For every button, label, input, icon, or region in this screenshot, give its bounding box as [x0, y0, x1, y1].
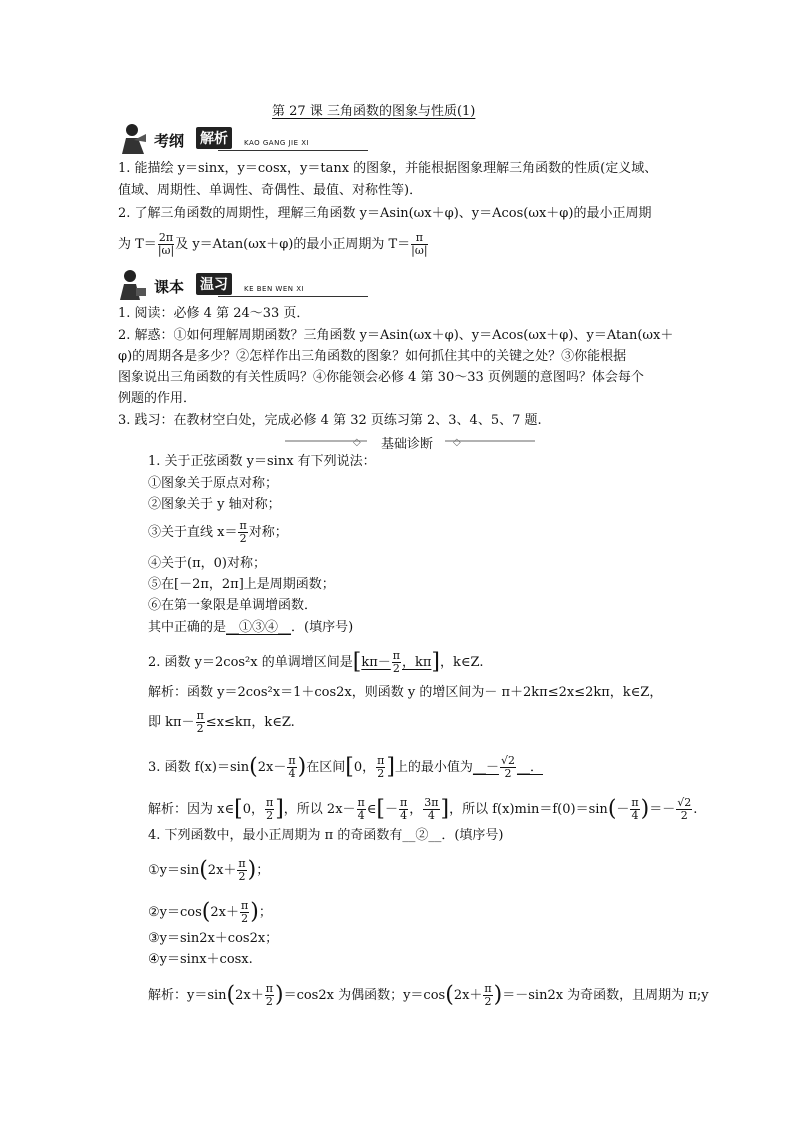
svg-text:◇: ◇: [453, 437, 461, 448]
q1-option-2: ②图象关于 y 轴对称；: [148, 497, 281, 512]
section-header-keben: [118, 268, 348, 302]
kb-line-4: 图象说出三角函数的有关性质吗？④你能领会必修 4 第 30～33 页例题的意图吗？体会每个: [118, 370, 644, 385]
kg-line-3: 2. 了解三角函数的周期性，理解三角函数 y＝Asin(ωx＋φ)、y＝Acos(ωx＋φ)的最小正周期: [118, 206, 652, 221]
page-title: 第 27 课 三角函数的图象与性质(1): [272, 104, 476, 119]
q3-stem: 3. 函数 f(x)＝sin(2x－ $\frac{\pi}{4}$ )在区间[0， $\frac{\pi}{2}$ ]上的最小值为__－ $\frac{√2}{2}$ __．: [148, 754, 543, 780]
q4-option-2: ②y＝cos(2x＋ $\frac{\pi}{2}$ )；: [148, 899, 272, 925]
q1-option-1: ①图象关于原点对称；: [148, 476, 279, 491]
section-header-kaogang: [118, 122, 348, 156]
q1-stem: 1. 关于正弦函数 y＝sinx 有下列说法：: [148, 454, 376, 469]
kg-line-1: 1. 能描绘 y＝sinx，y＝cosx，y＝tanx 的图象，并能根据图象理解三角函数的性质(定义域、: [118, 161, 658, 176]
section-divider: [285, 433, 535, 452]
fraction: $\frac{\pi}{2}$: [196, 709, 204, 735]
kb-line-5: 例题的作用．: [118, 391, 197, 406]
section-pinyin: KE BEN WEN XI: [244, 285, 305, 293]
divider-label: 基础诊断: [381, 437, 434, 452]
q4-option-4: ④y＝sinx＋cosx.: [148, 952, 253, 967]
q1-option-3: ③关于直线 x＝ $\frac{\pi}{2}$ 对称；: [148, 519, 288, 545]
q2-solution-2: 即 kπ－ $\frac{\pi}{2}$ ≤x≤kπ，k∈Z.: [148, 709, 295, 735]
student-reading-icon: [118, 122, 148, 156]
q2-solution-1: 解析：函数 y＝2cos²x＝1＋cos2x，则函数 y 的增区间为－ π＋2kπ≤2x≤2kπ，k∈Z，: [148, 685, 663, 700]
q4-option-1: ①y＝sin(2x＋ $\frac{\pi}{2}$ )；: [148, 857, 270, 883]
section-label: 课本: [154, 278, 185, 296]
kb-line-2: 2. 解惑：①如何理解周期函数？三角函数 y＝Asin(ωx＋φ)、y＝Acos(ωx＋φ)、y＝Atan(ωx＋: [118, 328, 674, 343]
q1-option-6: ⑥在第一象限是单调增函数．: [148, 598, 318, 613]
fraction: $\frac{\pi}{|\omega|}$: [411, 231, 428, 257]
section-rule: [218, 150, 368, 151]
svg-text:◇: ◇: [353, 437, 361, 448]
q1-option-4: ④关于(π，0)对称；: [148, 556, 266, 571]
q3-solution: 解析：因为 x∈[0， $\frac{\pi}{2}$ ]，所以 2x－ $\frac{\pi}{4}$ ∈[－ $\frac{\pi}{4}$ ， $\frac{3\pi}{4}$ ]，所以 f(x)min＝f(0)＝sin(－ $\frac{\pi}{4}$ )＝－ $\frac{√2}{2}$ .: [148, 796, 698, 822]
section-label-boxed: 温习: [196, 273, 232, 295]
q4-option-3: ③y＝sin2x＋cos2x；: [148, 931, 279, 946]
fraction: $\frac{2\pi}{|\omega|}$: [157, 231, 175, 257]
student-writing-icon: [118, 268, 148, 302]
section-rule: [218, 296, 368, 297]
kg-line-4: 为 T＝ $\frac{2\pi}{|\omega|}$ 及 y＝Atan(ωx＋φ)的最小正周期为 T＝ $\frac{\pi}{|\omega|}$: [118, 231, 428, 257]
section-pinyin: KAO GANG JIE XI: [244, 139, 310, 147]
q2-stem: 2. 函数 y＝2cos²x 的单调增区间是[kπ－ $\frac{\pi}{2}$ ，kπ]，k∈Z.: [148, 649, 484, 675]
q4-stem: 4. 下列函数中，最小正周期为 π 的奇函数有__②__．(填序号): [148, 828, 504, 843]
fraction: $\frac{\pi}{2}$: [392, 649, 400, 675]
kb-line-3: φ)的周期各是多少？②怎样作出三角函数的图象？如何抓住其中的关键之处？③你能根据: [118, 349, 627, 364]
section-label-boxed: 解析: [196, 127, 232, 149]
q1-answer: 其中正确的是__①③④__．(填序号): [148, 620, 354, 635]
q4-solution: 解析：y＝sin(2x＋ $\frac{\pi}{2}$ )＝cos2x 为偶函数；y＝cos(2x＋ $\frac{\pi}{2}$ )＝－sin2x 为奇函数，且周期为 π;y: [148, 982, 709, 1008]
kb-line-6: 3. 践习：在教材空白处，完成必修 4 第 32 页练习第 2、3、4、5、7 题.: [118, 413, 542, 428]
fraction: $\frac{√2}{2}$: [500, 754, 515, 780]
fraction: $\frac{\pi}{2}$: [377, 754, 385, 780]
kg-line-2: 值域、周期性、单调性、奇偶性、最值、对称性等)．: [118, 183, 423, 198]
kb-line-1: 1. 阅读：必修 4 第 24～33 页．: [118, 306, 310, 321]
section-label: 考纲: [154, 132, 185, 150]
q1-option-5: ⑤在[－2π，2π]上是周期函数；: [148, 577, 335, 592]
fraction: $\frac{\pi}{2}$: [239, 519, 247, 545]
fraction: $\frac{\pi}{4}$: [288, 754, 296, 780]
